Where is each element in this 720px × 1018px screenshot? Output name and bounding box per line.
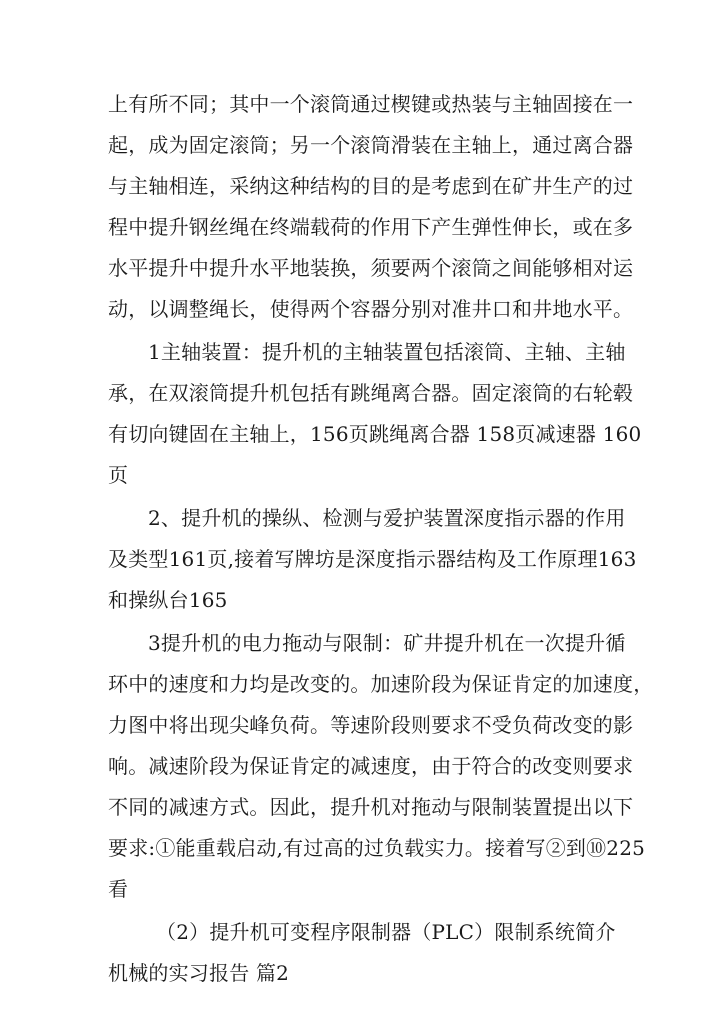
report-part-title: 机械的实习报告 篇2 <box>108 961 290 985</box>
subsection-heading: （2）提升机可变程序限制器（PLC）限制系统简介 <box>156 920 616 944</box>
text-line: 要求:①能重载启动,有过高的过负载实力。接着写②到⑩225 <box>108 836 646 860</box>
text-line: 有切向键固在主轴上，156页跳绳离合器 158页减速器 160 <box>108 422 642 446</box>
text-line: 及类型161页,接着写牌坊是深度指示器结构及工作原理163 <box>108 547 637 571</box>
text-line: 水平提升中提升水平地装换，须要两个滚筒之间能够相对运 <box>108 256 634 280</box>
text-line: 和操纵台165 <box>108 588 228 612</box>
text-line: 环中的速度和力均是改变的。加速阶段为保证肯定的加速度， <box>108 672 654 696</box>
text-line: 动，以调整绳长，使得两个容器分别对准井口和井地水平。 <box>108 297 634 321</box>
text-line: 不同的减速方式。因此，提升机对拖动与限制装置提出以下 <box>108 795 634 819</box>
section-3-heading-line: 3提升机的电力拖动与限制：矿井提升机在一次提升循 <box>148 631 626 655</box>
section-1-heading-line: 1主轴装置：提升机的主轴装置包括滚筒、主轴、主轴 <box>148 340 626 364</box>
section-2-heading-line: 2、提升机的操纵、检测与爱护装置深度指示器的作用 <box>148 506 626 530</box>
text-line: 程中提升钢丝绳在终端载荷的作用下产生弹性伸长，或在多 <box>108 215 634 239</box>
text-line: 看 <box>108 877 129 901</box>
text-line: 响。减速阶段为保证肯定的减速度，由于符合的改变则要求 <box>108 754 634 778</box>
text-line: 承，在双滚筒提升机包括有跳绳离合器。固定滚筒的右轮毂 <box>108 381 634 405</box>
text-line: 起，成为固定滚筒；另一个滚筒滑装在主轴上，通过离合器 <box>108 133 634 157</box>
text-line: 与主轴相连，采纳这种结构的目的是考虑到在矿井生产的过 <box>108 174 634 198</box>
text-line: 上有所不同；其中一个滚筒通过楔键或热装与主轴固接在一 <box>108 92 634 116</box>
text-line: 力图中将出现尖峰负荷。等速阶段则要求不受负荷改变的影 <box>108 713 634 737</box>
text-line: 页 <box>108 463 129 487</box>
